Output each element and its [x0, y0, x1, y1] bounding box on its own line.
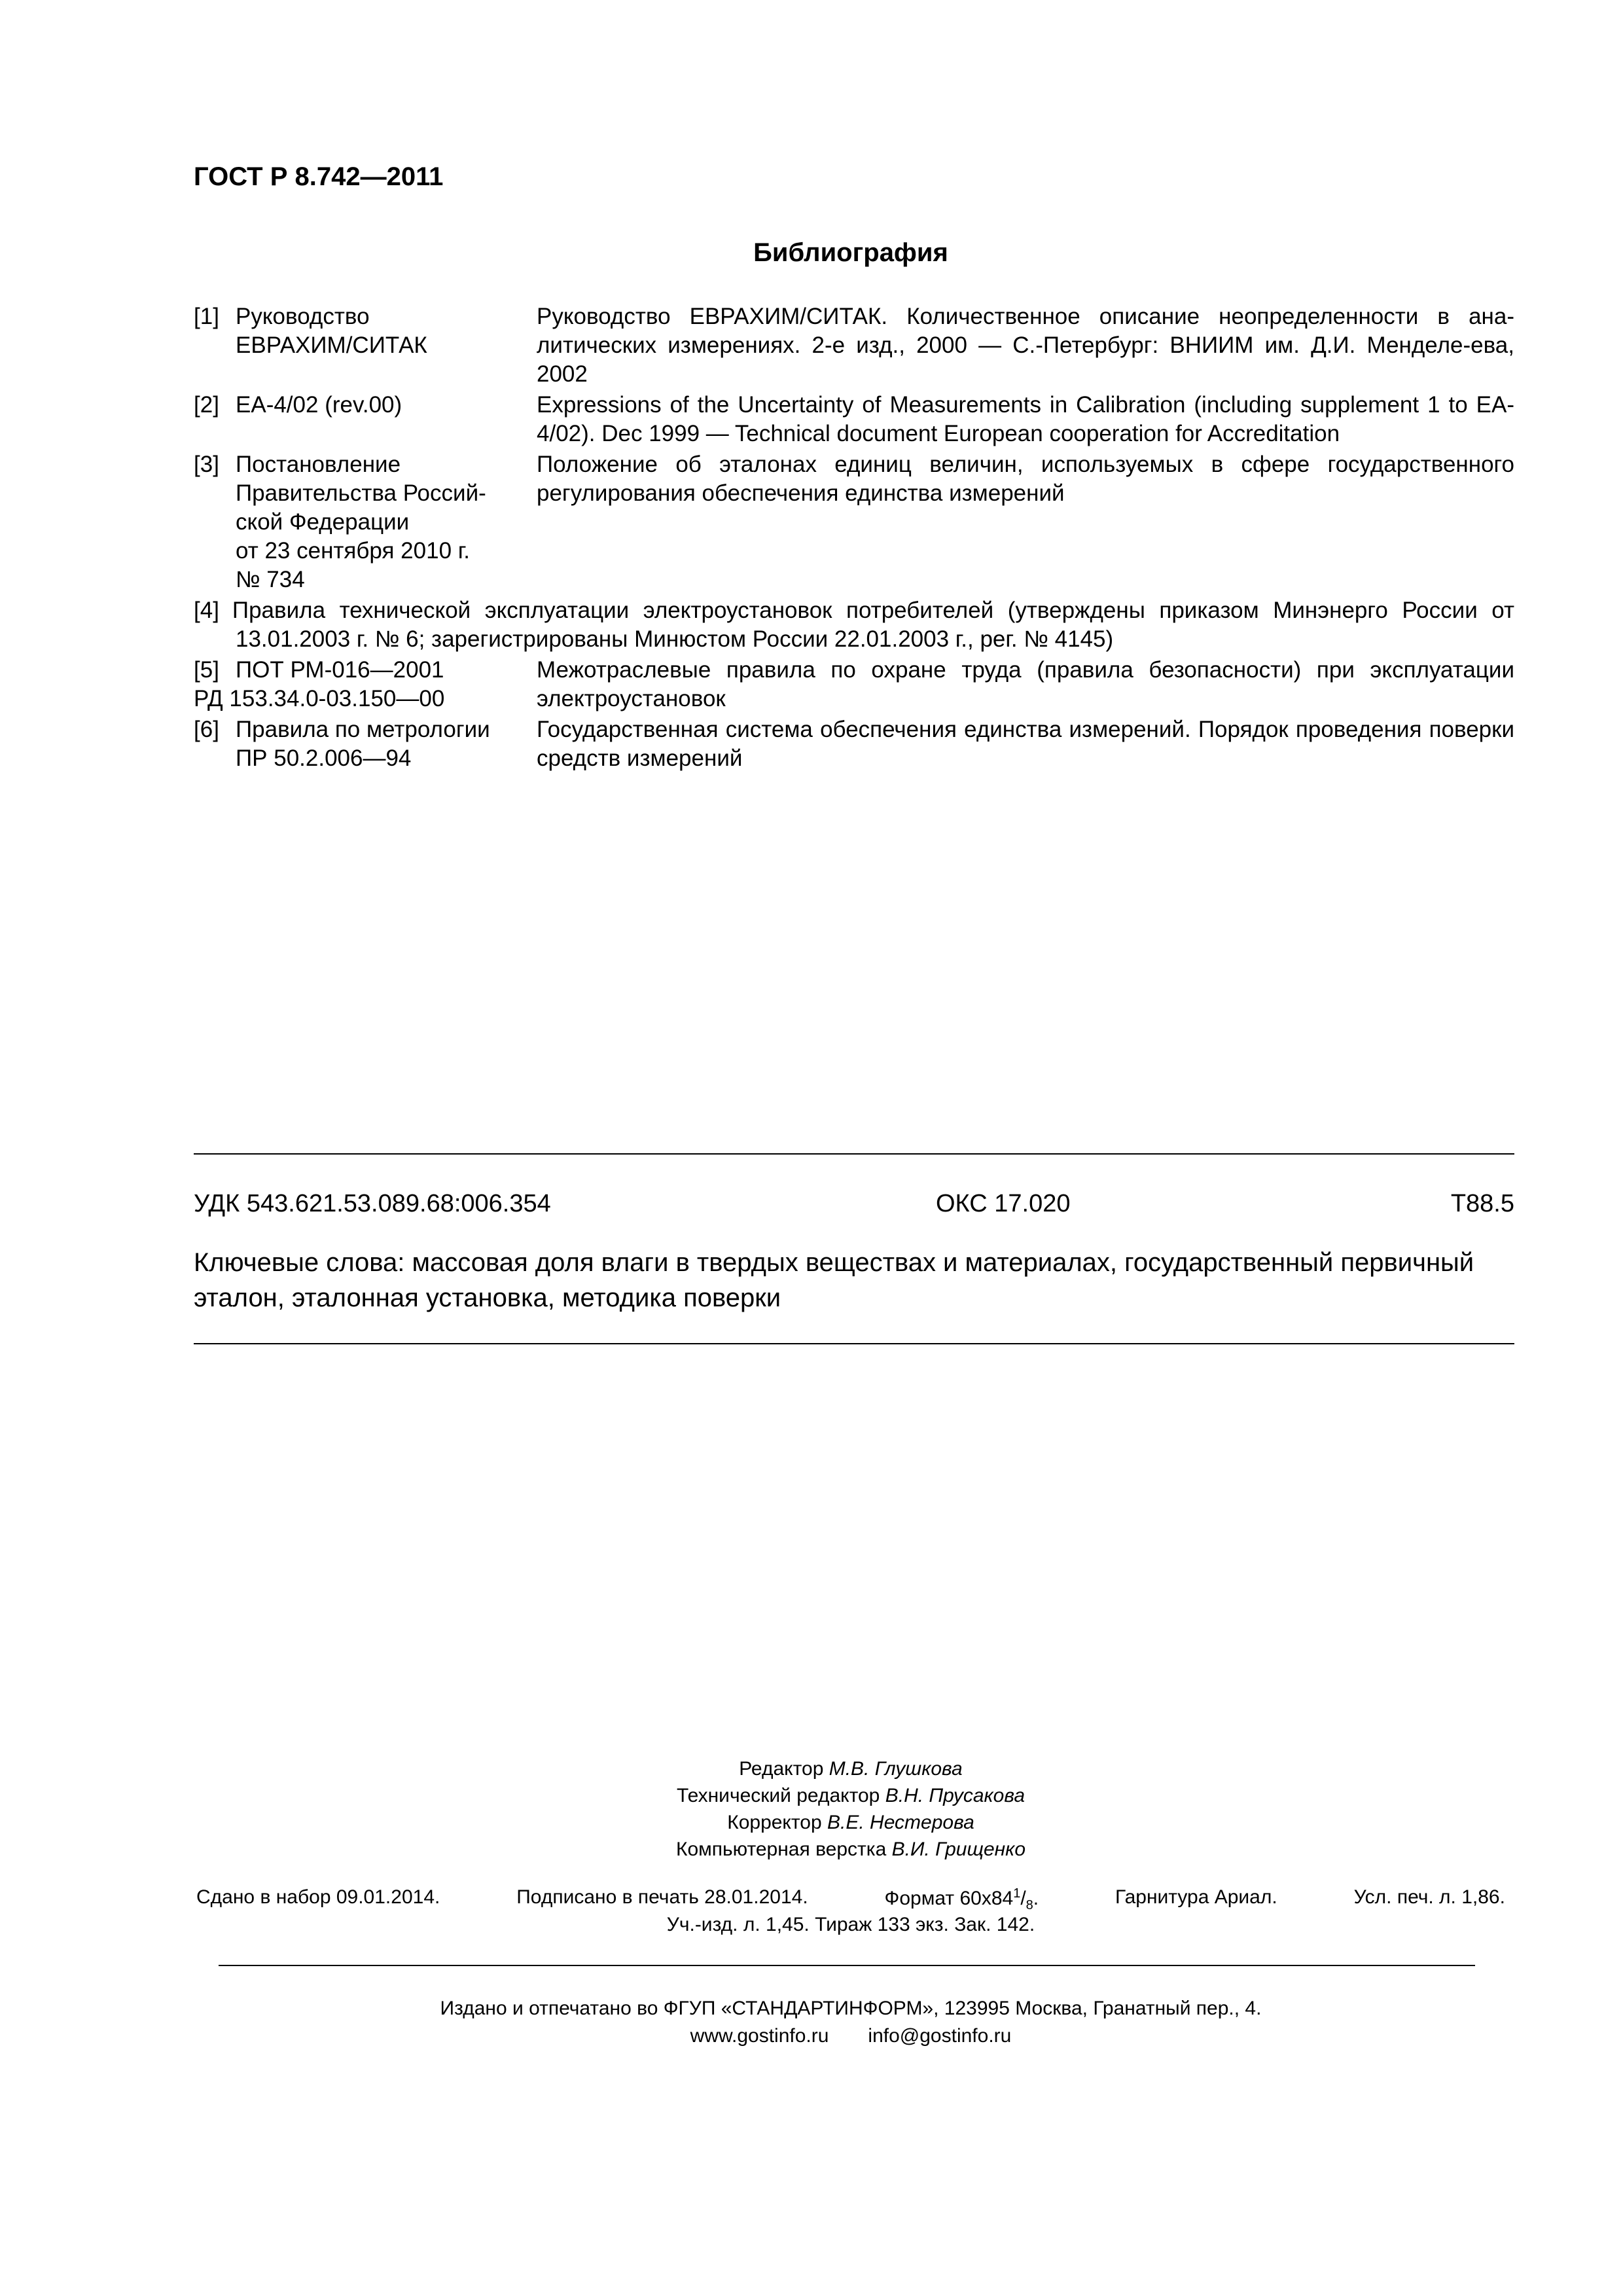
divider-bottom — [194, 1343, 1514, 1344]
entry-source: EA-4/02 (rev.00) — [236, 392, 402, 418]
credit-line: Корректор В.Е. Нестерова — [727, 1812, 974, 1833]
credit-name: М.В. Глушкова — [829, 1758, 963, 1780]
bibliography-entry — [194, 391, 1514, 448]
entry-number: [2] — [194, 392, 219, 418]
entry-source: Правила по метрологии ПР 50.2.006—94 — [236, 717, 490, 771]
entry-source: ПОТ РМ-016—2001 РД 153.34.0-03.150—00 — [194, 657, 445, 711]
credit-name: В.Е. Нестерова — [827, 1812, 974, 1833]
divider-top — [194, 1153, 1514, 1155]
credits-block — [0, 1755, 1623, 1863]
credit-line: Редактор М.В. Глушкова — [739, 1758, 963, 1780]
credit-name: В.Н. Прусакова — [885, 1785, 1026, 1806]
publisher-contacts — [0, 2025, 1623, 2047]
bibliography-entry — [194, 302, 1514, 389]
print-sheets: Усл. печ. л. 1,86. — [1353, 1886, 1505, 1908]
entry-number: [1] — [194, 304, 219, 329]
bibliography-entry — [194, 450, 1514, 594]
document-number: ГОСТ Р 8.742—2011 — [194, 162, 444, 191]
bibliography-title: Библиография — [753, 238, 948, 267]
entry-number: [6] — [194, 717, 219, 742]
entry-number: [5] — [194, 657, 219, 683]
entry-description: Expressions of the Uncertainty of Measurements in Calibration (including supplement 1 to EA-4/02). Dec 1999 — Technical document European cooperation for Accreditation — [537, 392, 1514, 446]
publication-sheets: Уч.-изд. л. 1,45. Тираж 133 экз. Зак. 142. — [666, 1914, 1035, 1935]
keywords: Ключевые слова: массовая доля влаги в твердых веществах и материалах, государственный первичный эталон, эталонная установка, методика поверки — [194, 1248, 1474, 1312]
entry-source: Руководство ЕВРАХИМ/СИТАК — [236, 304, 427, 358]
oks-code: ОКС 17.020 — [936, 1190, 1071, 1217]
bibliography-list — [194, 302, 1514, 775]
typeset-date: Сдано в набор 09.01.2014. — [196, 1886, 440, 1908]
bibliography-entry — [194, 596, 1514, 654]
entry-source: Постановление Правительства Россий- ской Федерации от 23 сентября 2010 г. № 734 — [236, 452, 486, 592]
entry-full-text: [4] Правила технической эксплуатации электроустановок потребителей (утверждены приказом Минэнерго России от 13.01.2003 г. № 6; зарегистрированы Минюстом России 22.01.2003 г., рег. № 4145) — [194, 598, 1514, 652]
website-link[interactable]: www.gostinfo.ru — [690, 2025, 829, 2047]
entry-number: [3] — [194, 452, 219, 477]
entry-description: Межотраслевые правила по охране труда (правила безопасности) при эксплуатации электроустановок — [537, 657, 1514, 711]
credit-line: Компьютерная верстка В.И. Грищенко — [675, 1839, 1026, 1860]
signed-date: Подписано в печать 28.01.2014. — [516, 1886, 808, 1908]
publication-details — [196, 1886, 1505, 1913]
entry-description: Положение об эталонах единиц величин, используемых в сфере государственного регулирования обеспечения единства измерений — [537, 452, 1514, 506]
publisher-line: Издано и отпечатано во ФГУП «СТАНДАРТИНФОРМ», 123995 Москва, Гранатный пер., 4. — [440, 1998, 1262, 2019]
bibliography-entry — [194, 656, 1514, 713]
classification-code: Т88.5 — [1450, 1190, 1514, 1217]
credit-name: В.И. Грищенко — [891, 1839, 1026, 1860]
email-link[interactable]: info@gostinfo.ru — [868, 2025, 1012, 2047]
credit-line: Технический редактор В.Н. Прусакова — [676, 1785, 1026, 1806]
paper-format: Формат $60x84^1/_8$. — [884, 1886, 1039, 1912]
bibliography-entry — [194, 715, 1514, 773]
entry-description: Руководство ЕВРАХИМ/СИТАК. Количественное описание неопределенности в ана-литических измерениях. 2-е изд., 2000 — С.-Петербург: ВНИИМ им. Д.И. Менделе-ева, 2002 — [537, 304, 1514, 387]
entry-number: [4] — [194, 598, 219, 623]
typeface: Гарнитура Ариал. — [1115, 1886, 1277, 1908]
entry-description: Государственная система обеспечения единства измерений. Порядок проведения поверки средств измерений — [537, 717, 1514, 771]
divider-publisher — [219, 1965, 1475, 1966]
udk-code: УДК 543.621.53.089.68:006.354 — [194, 1190, 551, 1217]
